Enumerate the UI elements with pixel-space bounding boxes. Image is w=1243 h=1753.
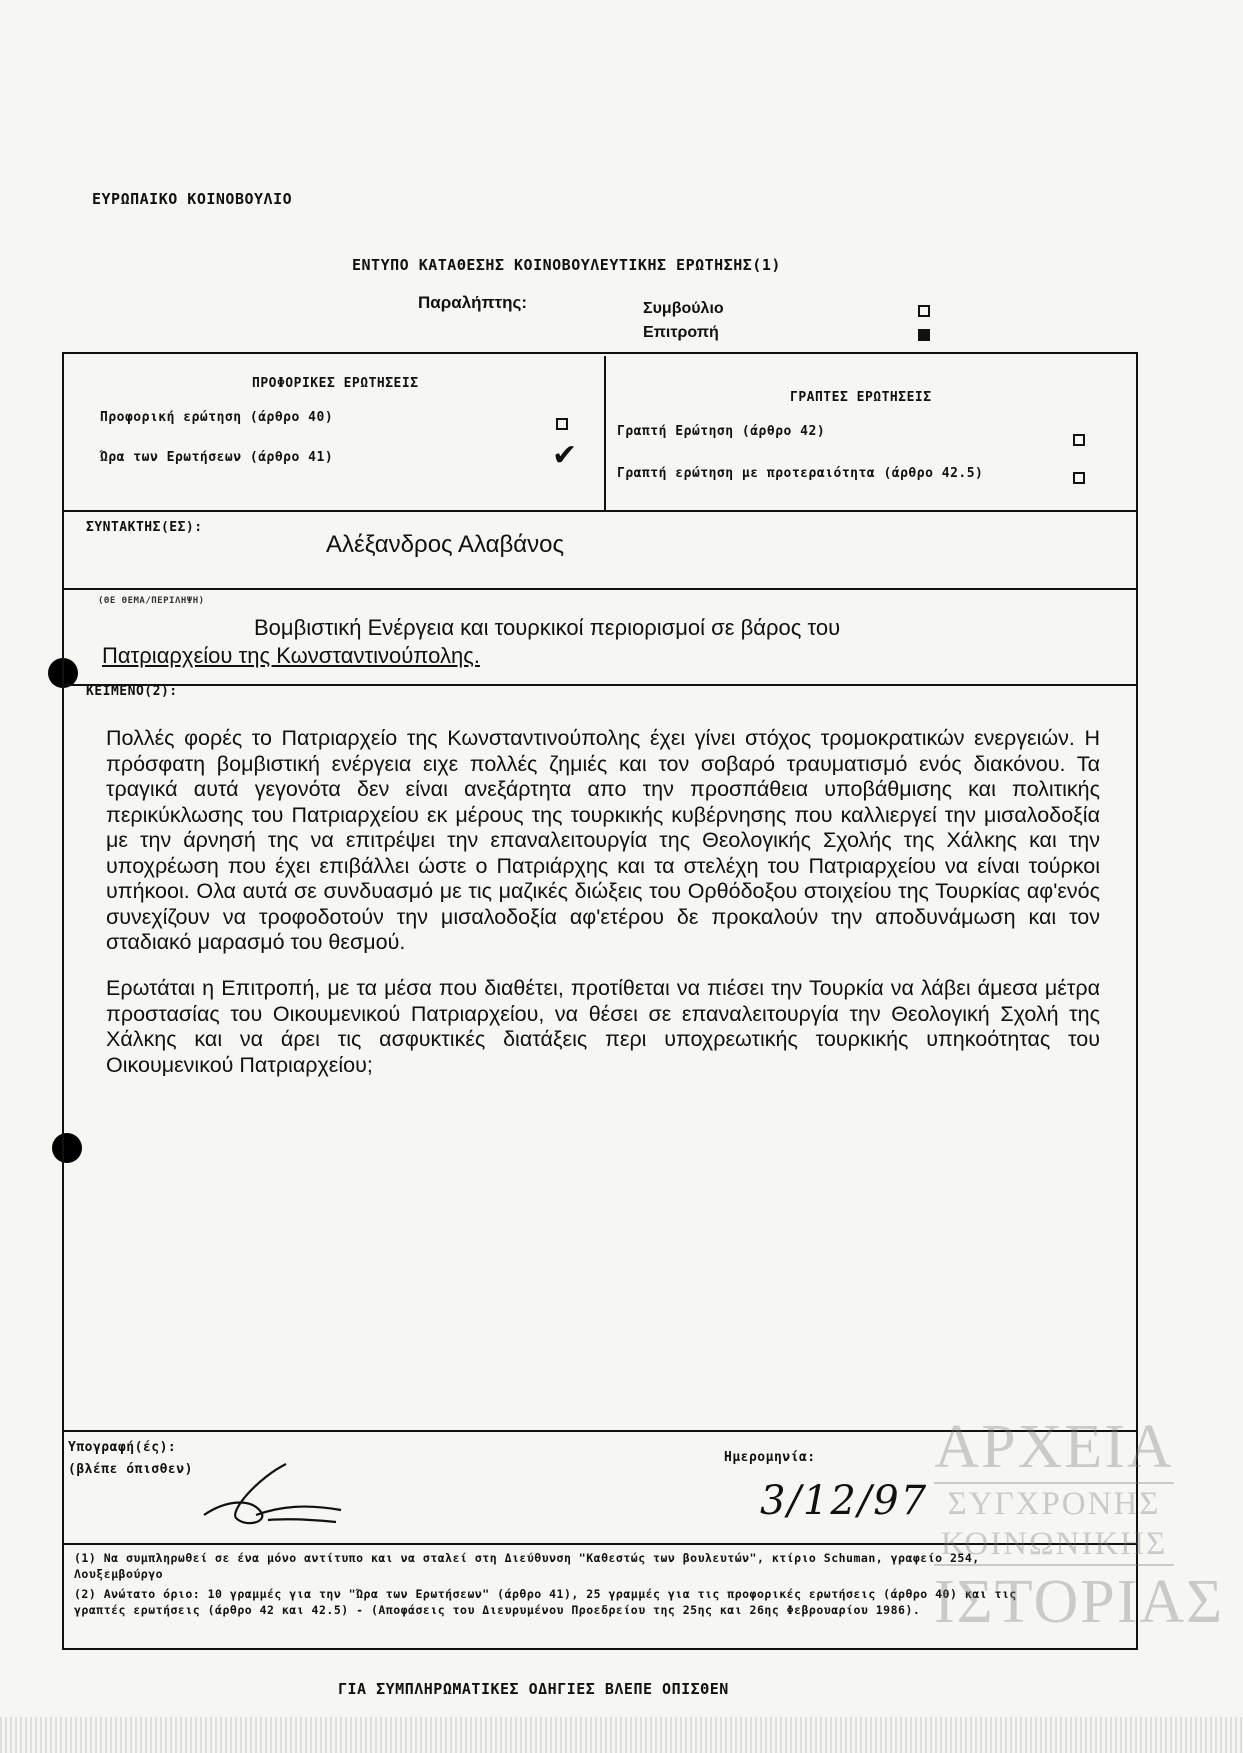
- question-section-bottom-rule: [64, 510, 1136, 512]
- question-time-art41-checkmark-icon[interactable]: ✔: [552, 438, 578, 473]
- oral-question-art40-label: Προφορική ερώτηση (άρθρο 40): [100, 410, 334, 425]
- question-section-divider: [604, 356, 606, 510]
- watermark-line-4: ΙΣΤΟΡΙΑΣ: [934, 1568, 1225, 1636]
- signature-note: (βλέπε όπισθεν): [68, 1462, 193, 1477]
- text-label: ΚΕΙΜΕΝΟ(2):: [86, 684, 178, 699]
- written-priority-question-checkbox[interactable]: [1073, 472, 1085, 484]
- institution-name: ΕΥΡΩΠΑΙΚΟ ΚΟΙΝΟΒΟΥΛΙΟ: [92, 190, 293, 208]
- subject-line-1: Βομβιστική Ενέργεια και τουρκικοί περιορισμοί σε βάρος του: [254, 615, 841, 640]
- recipient-council-checkbox[interactable]: [918, 305, 930, 317]
- recipient-label: Παραλήπτης:: [418, 293, 528, 312]
- oral-question-art40-checkbox[interactable]: [556, 418, 568, 430]
- scan-noise-strip: [0, 1717, 1243, 1753]
- written-priority-question-label: Γραπτή ερώτηση με προτεραιότητα (άρθρο 42.5): [617, 466, 984, 481]
- subject-label: (ΘΕ ΘΕΜΑ/ΠΕΡΙΛΗΨΗ): [98, 596, 205, 606]
- watermark-line-3: ΚΟΙΝΩΝΙΚΗΣ: [934, 1524, 1174, 1566]
- supplementary-instructions: ΓΙΑ ΣΥΜΠΛΗΡΩΜΑΤΙΚΕΣ ΟΔΗΓΙΕΣ ΒΛΕΠΕ ΟΠΙΣΘΕΝ: [338, 1680, 729, 1698]
- recipient-commission-checkbox[interactable]: [918, 329, 930, 341]
- written-questions-heading: ΓΡΑΠΤΕΣ ΕΡΩΤΗΣΕΙΣ: [790, 390, 932, 405]
- recipient-option-commission-label: Επιτροπή: [643, 324, 719, 341]
- question-text-paragraph-2: Ερωτάται η Επιτροπή, με τα μέσα που διαθέτει, προτίθεται να πιέσει την Τουρκία να λάβει άμεσα μέτρα προστασίας του Οικουμενικού Πατριαρχείου, να θέσει σε επαναλειτουργία την Θεολογική Σχολή της Χάλκης και να άρει τις ασφυκτικές διατάξεις περι υποχρεωτικής τουρκικής υπηκοότητας του Οικουμενικού Πατριαρχείου;: [106, 976, 1100, 1077]
- oral-questions-heading: ΠΡΟΦΟΡΙΚΕΣ ΕΡΩΤΗΣΕΙΣ: [252, 376, 419, 391]
- question-text-paragraph-1: Πολλές φορές το Πατριαρχείο της Κωνσταντινούπολης έχει γίνει στόχος τρομοκρατικών ενεργειών. Η πρόσφατη βομβιστική ενέργεια ειχε πολλές ζημιές και τον σοβαρό τραυματισμό ενός διακόνου. Τα τραγικά αυτά γεγονότα δεν είναι ανεξάρτητα απο την προσπάθεια υποβάθμισης και πολιτικής περικύκλωσης του Πατριαρχείου εκ μέρους της τουρκικής κυβέρνησης που καλλιεργεί την μισαλοδοξία με την άρνησή της να επιτρέψει την επαναλειτουργία της Θεολογικής Σχολής της Χάλκης και την υποχρέωση που έχει επιβάλλει ώστε ο Πατριάρχης και τα στελέχη του Πατριαρχείου να είναι τούρκοι υπήκοοι. Ολα αυτά σε συνδυασμό με τις μαζικές διώξεις του Ορθόδοξου στοιχείου της Τουρκίας αφ'ενός συνεχίζουν να τροφοδοτούν την μισαλοδοξία αφ'ετέρου δε προκαλούν την αποδυνάμωση και τον σταδιακό μαρασμό του θεσμού.: [106, 726, 1100, 954]
- watermark-line-2: ΣΥΓΧΡΟΝΗΣ: [947, 1486, 1161, 1522]
- author-label: ΣΥΝΤΑΚΤΗΣ(ΕΣ):: [86, 520, 203, 535]
- written-question-art42-label: Γραπτή Ερώτηση (άρθρο 42): [617, 424, 826, 439]
- footnote-2: (2) Ανώτατο όριο: 10 γραμμές για την "Ώρα των Ερωτήσεων" (άρθρο 41), 25 γραμμές για τις προφορικές ερωτήσεις (άρθρο 40) και τις γραπτές ερωτήσεις (άρθρο 42 και 42.5) - (Αποφάσεις του Διευρυμένου Προεδρείου της 25ης και 26ης Φεβρουαρίου 1986).: [74, 1587, 1017, 1617]
- written-question-art42-checkbox[interactable]: [1073, 434, 1085, 446]
- author-name: Αλέξανδρος Αλαβάνος: [326, 531, 565, 558]
- footnote-1: (1) Να συμπληρωθεί σε ένα μόνο αντίτυπο και να σταλεί στη Διεύθυνση "Καθεστώς των βουλευτών", κτίριο Schuman, γραφείο 254, Λουξεμβούργο: [74, 1551, 980, 1581]
- handwritten-signature: [196, 1460, 346, 1540]
- date-label: Ημερομηνία:: [724, 1450, 816, 1465]
- subject-line-2: Πατριαρχείου της Κωνσταντινούπολης.: [102, 643, 480, 668]
- archive-watermark: [934, 1412, 1225, 1638]
- form-title: ΕΝΤΥΠΟ ΚΑΤΑΘΕΣΗΣ ΚΟΙΝΟΒΟΥΛΕΥΤΙΚΗΣ ΕΡΩΤΗΣΗΣ(1): [352, 256, 781, 274]
- question-time-art41-label: Ώρα των Ερωτήσεων (άρθρο 41): [100, 450, 334, 465]
- author-section-bottom-rule: [64, 588, 1136, 590]
- recipient-option-council-label: Συμβούλιο: [643, 300, 724, 317]
- subject-section-bottom-rule: [64, 684, 1136, 686]
- watermark-line-1: ΑΡΧΕΙΑ: [934, 1412, 1174, 1484]
- signature-label: Υπογραφή(ές):: [68, 1440, 177, 1455]
- date-value: 3/12/97: [760, 1478, 929, 1524]
